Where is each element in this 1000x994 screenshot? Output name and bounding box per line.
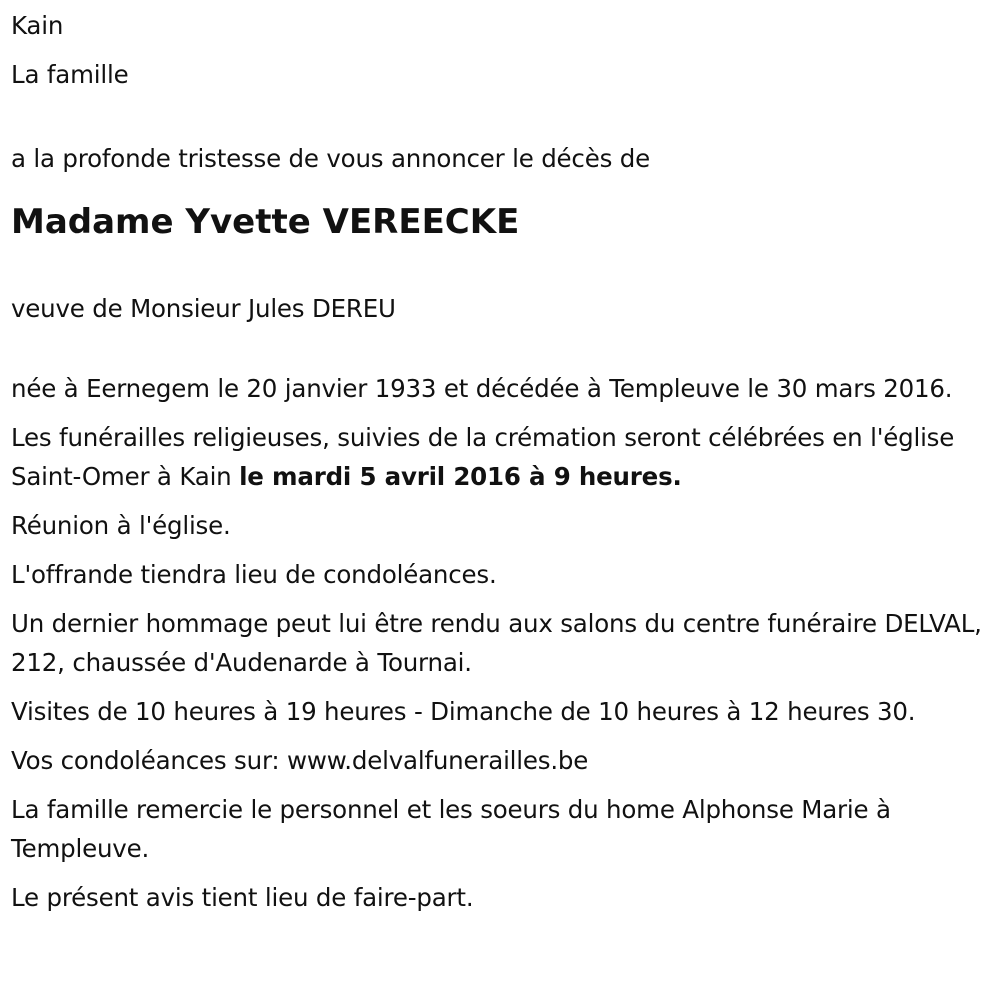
notice-paragraph: Le présent avis tient lieu de faire-part. — [11, 883, 474, 912]
thanks-paragraph: La famille remercie le personnel et les soeurs du home Alphonse Marie à Templeuve. — [11, 795, 891, 863]
offering-paragraph: L'offrande tiendra lieu de condoléances. — [11, 560, 497, 589]
visits-paragraph: Visites de 10 heures à 19 heures - Dimanche de 10 heures à 12 heures 30. — [11, 697, 916, 726]
funeral-paragraph — [11, 418, 989, 496]
deceased-name: Madame Yvette VEREECKE — [11, 202, 520, 242]
spouse-line: veuve de Monsieur Jules DEREU — [11, 294, 396, 323]
birth-death-paragraph: née à Eernegem le 20 janvier 1933 et décédée à Templeuve le 30 mars 2016. — [11, 374, 953, 403]
funeral-date: le mardi 5 avril 2016 à 9 heures. — [239, 462, 682, 491]
meeting-paragraph: Réunion à l'église. — [11, 511, 231, 540]
obituary-notice — [11, 0, 989, 917]
intro-line: a la profonde tristesse de vous annoncer le décès de — [11, 144, 650, 173]
location-line: Kain — [11, 11, 64, 40]
family-line: La famille — [11, 60, 129, 89]
condolences-paragraph: Vos condoléances sur: www.delvalfunerailles.be — [11, 746, 589, 775]
funeral-text: Les funérailles religieuses, suivies de la crémation seront célébrées en l'église Saint-Omer à Kain — [11, 423, 955, 491]
tribute-paragraph: Un dernier hommage peut lui être rendu aux salons du centre funéraire DELVAL, 212, chaussée d'Audenarde à Tournai. — [11, 609, 982, 677]
